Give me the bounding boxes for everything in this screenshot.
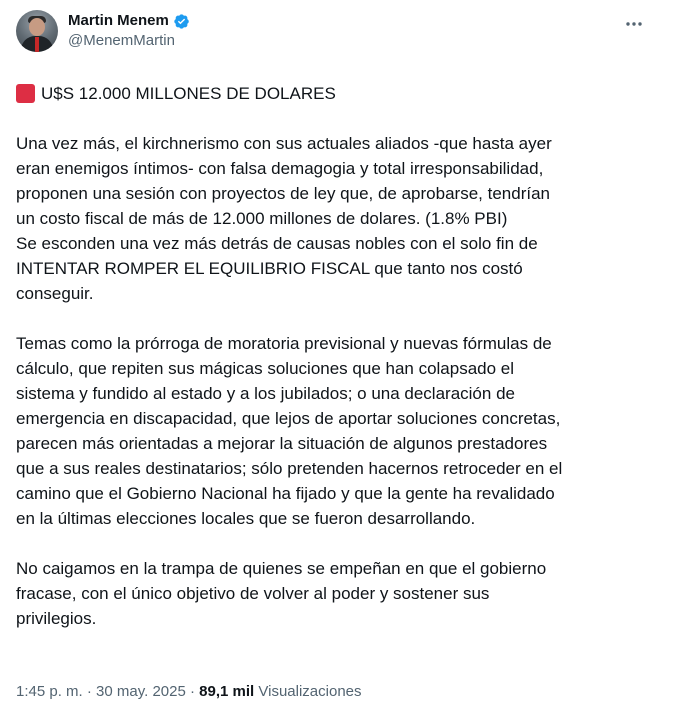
views-count: 89,1 mil <box>199 683 255 700</box>
tweet-header <box>16 10 658 60</box>
paragraph-1 <box>16 131 656 306</box>
text-line: Temas como la prórroga de moratoria previsional y nuevas fórmulas de <box>16 334 552 353</box>
display-name[interactable]: Martin Menem <box>68 12 169 29</box>
text-line: fracase, con el único objetivo de volver al poder y sostener sus <box>16 584 490 603</box>
headline-text: U$S 12.000 MILLONES DE DOLARES <box>41 84 336 103</box>
text-line: un costo fiscal de más de 12.000 millones de dolares. (1.8% PBI) <box>16 209 508 228</box>
text-line: Se esconden una vez más detrás de causas nobles con el solo fin de <box>16 234 538 253</box>
text-line: camino que el Gobierno Nacional ha fijado y que la gente ha revalidado <box>16 484 555 503</box>
text-line: privilegios. <box>16 609 97 628</box>
text-line: INTENTAR ROMPER EL EQUILIBRIO FISCAL que tanto nos costó <box>16 259 523 278</box>
text-line: eran enemigos íntimos- con falsa demagogia y total irresponsabilidad, <box>16 159 544 178</box>
text-line: conseguir. <box>16 284 94 303</box>
headline <box>16 81 656 106</box>
views-label: Visualizaciones <box>258 683 362 700</box>
paragraph-3 <box>16 556 656 631</box>
meta-separator: · <box>86 683 92 700</box>
more-dots-icon[interactable] <box>624 14 644 34</box>
timestamp-date[interactable]: 30 may. 2025 <box>96 683 186 700</box>
text-line: cálculo, que repiten sus mágicas soluciones que han colapsado el <box>16 359 515 378</box>
tweet-meta <box>16 682 362 702</box>
text-line: que a sus reales destinatarios; sólo pretenden hacernos retroceder en el <box>16 459 563 478</box>
text-line: No caigamos en la trampa de quienes se empeñan en que el gobierno <box>16 559 547 578</box>
red-square-icon <box>16 84 35 103</box>
text-line: proponen una sesión con proyectos de ley que, de aprobarse, tendrían <box>16 184 550 203</box>
verified-badge-icon[interactable] <box>173 13 190 30</box>
meta-separator: · <box>190 683 195 700</box>
author-info <box>68 10 190 51</box>
timestamp-time[interactable]: 1:45 p. m. <box>16 683 83 700</box>
paragraph-2 <box>16 331 656 531</box>
text-line: Una vez más, el kirchnerismo con sus actuales aliados -que hasta ayer <box>16 134 552 153</box>
avatar[interactable] <box>16 10 58 52</box>
name-row <box>68 11 190 31</box>
tweet-text <box>16 81 656 631</box>
text-line: en la últimas elecciones locales que se fueron desarrollando. <box>16 509 476 528</box>
text-line: emergencia en discapacidad, que lejos de aportar soluciones concretas, <box>16 409 561 428</box>
text-line: parecen más orientadas a mejorar la situación de algunos prestadores <box>16 434 548 453</box>
author-handle[interactable]: @MenemMartin <box>68 32 175 49</box>
text-line: sistema y fundido al estado y a los jubilados; o una declaración de <box>16 384 515 403</box>
